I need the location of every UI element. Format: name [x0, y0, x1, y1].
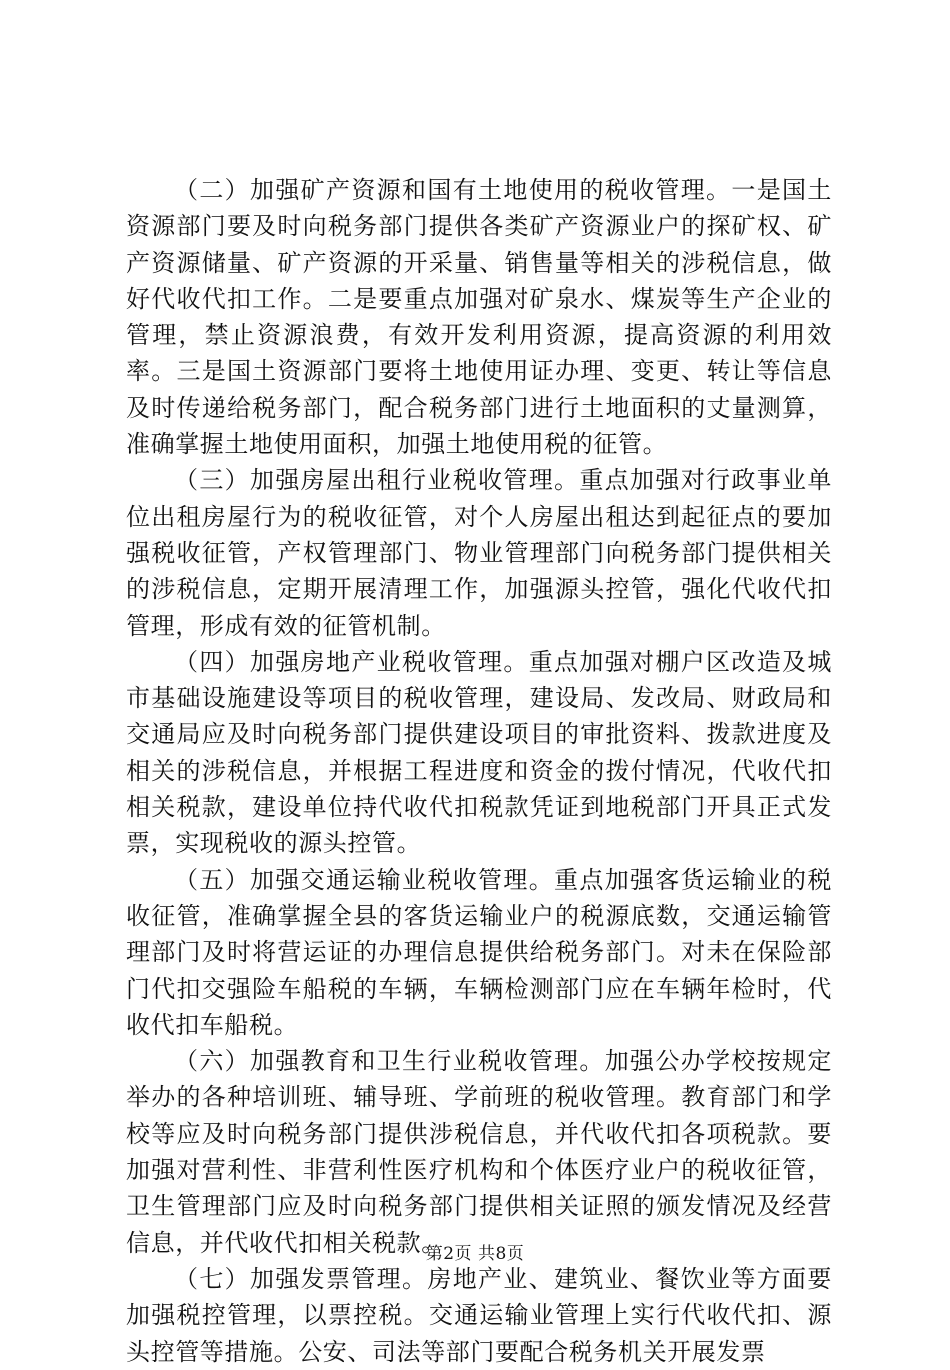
paragraph-real-estate-tax: （四）加强房地产业税收管理。重点加强对棚户区改造及城市基础设施建设等项目的税收管理，建设局、发改局、财政局和交通局应及时向税务部门提供建设项目的审批资料、拨款进度及相关的涉税信息，并根据工程进度和资金的拨付情况，代收代扣相关税款，建设单位持代收代扣税款凭证到地税部门开具正式发票，实现税收的源头控管。 — [126, 647, 832, 858]
paragraph-housing-rental-tax: （三）加强房屋出租行业税收管理。重点加强对行政事业单位出租房屋行为的税收征管，对个人房屋出租达到起征点的要加强税收征管，产权管理部门、物业管理部门向税务部门提供相关的涉税信息，定期开展清理工作，加强源头控管，强化代收代扣管理，形成有效的征管机制。 — [126, 466, 832, 640]
paragraph-mineral-land-tax: （二）加强矿产资源和国有土地使用的税收管理。一是国土资源部门要及时向税务部门提供各类矿产资源业户的探矿权、矿产资源储量、矿产资源的开采量、销售量等相关的涉税信息，做好代收代扣工作。二是要重点加强对矿泉水、煤炭等生产企业的管理，禁止资源浪费，有效开发利用资源，提高资源的利用效率。三是国土资源部门要将土地使用证办理、变更、转让等信息及时传递给税务部门，配合税务部门进行土地面积的丈量测算，准确掌握土地使用面积，加强土地使用税的征管。 — [126, 176, 832, 459]
paragraph-transport-tax: （五）加强交通运输业税收管理。重点加强客货运输业的税收征管，准确掌握全县的客货运输业户的税源底数，交通运输管理部门及时将营运证的办理信息提供给税务部门。对未在保险部门代扣交强险车船税的车辆，车辆检测部门应在车辆年检时，代收代扣车船税。 — [126, 865, 832, 1039]
document-body — [126, 172, 832, 1370]
paragraph-education-health-tax: （六）加强教育和卫生行业税收管理。加强公办学校按规定举办的各种培训班、辅导班、学前班的税收管理。教育部门和学校等应及时向税务部门提供涉税信息，并代收代扣各项税款。要加强对营利性、非营利性医疗机构和个体医疗业户的税收征管，卫生管理部门应及时向税务部门提供相关证照的颁发情况及经营信息，并代收代扣相关税款。 — [126, 1047, 832, 1257]
paragraph-invoice-management: （七）加强发票管理。房地产业、建筑业、餐饮业等方面要加强税控管理，以票控税。交通运输业管理上实行代收代扣、源头控管等措施。公安、司法等部门要配合税务机关开展发票 — [126, 1264, 832, 1366]
page-number: 第2页 共8页 — [425, 1244, 525, 1264]
page-footer — [0, 1243, 950, 1265]
